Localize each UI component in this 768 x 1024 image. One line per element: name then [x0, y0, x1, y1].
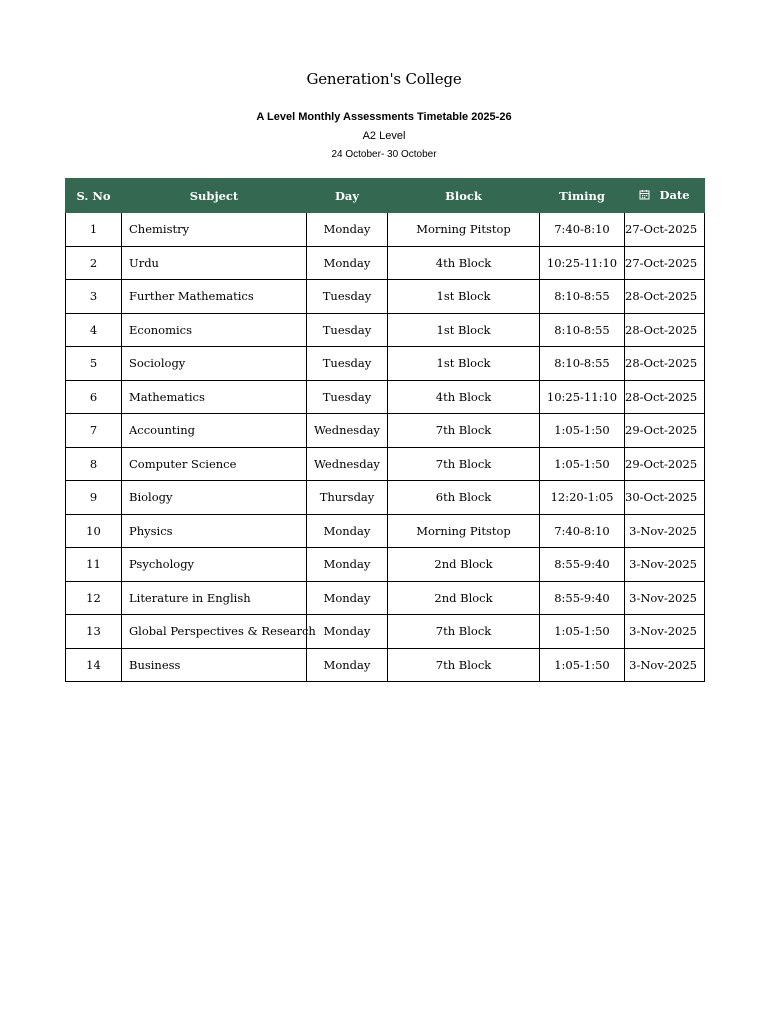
- column-header-block: Block: [388, 179, 540, 213]
- cell-date: 28-Oct-2025: [625, 313, 705, 347]
- cell-sno: 14: [66, 648, 122, 682]
- table-row: [66, 648, 705, 682]
- cell-sno: 4: [66, 313, 122, 347]
- cell-timing: 12:20-1:05: [540, 481, 625, 515]
- table-row: [66, 548, 705, 582]
- cell-block: 7th Block: [388, 447, 540, 481]
- cell-date: 27-Oct-2025: [625, 213, 705, 247]
- cell-subject: Chemistry: [122, 213, 307, 247]
- table-row: [66, 481, 705, 515]
- cell-sno: 10: [66, 514, 122, 548]
- column-header-date-label: Date: [659, 188, 690, 202]
- column-header-timing: Timing: [540, 179, 625, 213]
- cell-date: 3-Nov-2025: [625, 648, 705, 682]
- cell-date: 28-Oct-2025: [625, 280, 705, 314]
- cell-sno: 1: [66, 213, 122, 247]
- cell-sno: 12: [66, 581, 122, 615]
- cell-date: 28-Oct-2025: [625, 347, 705, 381]
- cell-block: 7th Block: [388, 414, 540, 448]
- cell-subject: Accounting: [122, 414, 307, 448]
- cell-date: 3-Nov-2025: [625, 581, 705, 615]
- cell-date: 3-Nov-2025: [625, 548, 705, 582]
- cell-day: Monday: [307, 246, 388, 280]
- college-name: Generation's College: [306, 70, 462, 88]
- cell-date: 30-Oct-2025: [625, 481, 705, 515]
- table-row: [66, 246, 705, 280]
- cell-timing: 8:10-8:55: [540, 313, 625, 347]
- cell-sno: 11: [66, 548, 122, 582]
- cell-sno: 5: [66, 347, 122, 381]
- table-row: [66, 514, 705, 548]
- cell-sno: 13: [66, 615, 122, 649]
- column-header-subject: Subject: [122, 179, 307, 213]
- cell-timing: 8:10-8:55: [540, 347, 625, 381]
- cell-subject: Psychology: [122, 548, 307, 582]
- cell-day: Wednesday: [307, 414, 388, 448]
- cell-timing: 10:25-11:10: [540, 246, 625, 280]
- cell-subject: Computer Science: [122, 447, 307, 481]
- cell-subject: Business: [122, 648, 307, 682]
- cell-timing: 7:40-8:10: [540, 514, 625, 548]
- cell-subject: Sociology: [122, 347, 307, 381]
- cell-subject: Urdu: [122, 246, 307, 280]
- cell-block: 6th Block: [388, 481, 540, 515]
- column-header-day: Day: [307, 179, 388, 213]
- table-row: [66, 380, 705, 414]
- cell-timing: 7:40-8:10: [540, 213, 625, 247]
- cell-sno: 6: [66, 380, 122, 414]
- cell-day: Monday: [307, 548, 388, 582]
- table-row: [66, 347, 705, 381]
- cell-block: 2nd Block: [388, 548, 540, 582]
- cell-timing: 8:55-9:40: [540, 581, 625, 615]
- cell-subject: Economics: [122, 313, 307, 347]
- cell-day: Tuesday: [307, 347, 388, 381]
- date-range: 24 October- 30 October: [331, 149, 437, 160]
- header-row: [66, 179, 705, 213]
- cell-date: 3-Nov-2025: [625, 514, 705, 548]
- calendar-icon: [639, 189, 650, 203]
- table-row: [66, 581, 705, 615]
- column-header-sno: S. No: [66, 179, 122, 213]
- cell-date: 3-Nov-2025: [625, 615, 705, 649]
- cell-timing: 8:10-8:55: [540, 280, 625, 314]
- cell-block: 7th Block: [388, 648, 540, 682]
- cell-date: 29-Oct-2025: [625, 447, 705, 481]
- table-row: [66, 447, 705, 481]
- cell-block: 7th Block: [388, 615, 540, 649]
- cell-timing: 1:05-1:50: [540, 447, 625, 481]
- cell-sno: 3: [66, 280, 122, 314]
- timetable-title: A Level Monthly Assessments Timetable 2025-26: [256, 111, 512, 123]
- table-row: [66, 280, 705, 314]
- cell-subject: Biology: [122, 481, 307, 515]
- cell-day: Monday: [307, 615, 388, 649]
- cell-sno: 2: [66, 246, 122, 280]
- cell-day: Monday: [307, 581, 388, 615]
- cell-timing: 1:05-1:50: [540, 648, 625, 682]
- cell-day: Monday: [307, 213, 388, 247]
- cell-sno: 8: [66, 447, 122, 481]
- table-row: [66, 414, 705, 448]
- table-row: [66, 615, 705, 649]
- cell-day: Tuesday: [307, 380, 388, 414]
- cell-day: Monday: [307, 514, 388, 548]
- cell-day: Tuesday: [307, 313, 388, 347]
- cell-block: 1st Block: [388, 280, 540, 314]
- cell-subject: Mathematics: [122, 380, 307, 414]
- timetable: [65, 178, 705, 682]
- cell-day: Wednesday: [307, 447, 388, 481]
- cell-sno: 9: [66, 481, 122, 515]
- cell-timing: 8:55-9:40: [540, 548, 625, 582]
- cell-timing: 1:05-1:50: [540, 615, 625, 649]
- cell-day: Tuesday: [307, 280, 388, 314]
- cell-day: Monday: [307, 648, 388, 682]
- cell-subject: Physics: [122, 514, 307, 548]
- cell-block: 1st Block: [388, 347, 540, 381]
- cell-timing: 10:25-11:10: [540, 380, 625, 414]
- level-label: A2 Level: [362, 130, 406, 142]
- cell-date: 29-Oct-2025: [625, 414, 705, 448]
- table-row: [66, 313, 705, 347]
- cell-date: 28-Oct-2025: [625, 380, 705, 414]
- cell-date: 27-Oct-2025: [625, 246, 705, 280]
- cell-block: 4th Block: [388, 380, 540, 414]
- cell-block: 2nd Block: [388, 581, 540, 615]
- cell-day: Thursday: [307, 481, 388, 515]
- cell-block: 1st Block: [388, 313, 540, 347]
- column-header-date: [625, 179, 705, 213]
- cell-block: Morning Pitstop: [388, 213, 540, 247]
- cell-sno: 7: [66, 414, 122, 448]
- cell-block: 4th Block: [388, 246, 540, 280]
- cell-subject: Global Perspectives & Research: [122, 615, 307, 649]
- cell-subject: Literature in English: [122, 581, 307, 615]
- cell-timing: 1:05-1:50: [540, 414, 625, 448]
- cell-block: Morning Pitstop: [388, 514, 540, 548]
- table-row: [66, 213, 705, 247]
- cell-subject: Further Mathematics: [122, 280, 307, 314]
